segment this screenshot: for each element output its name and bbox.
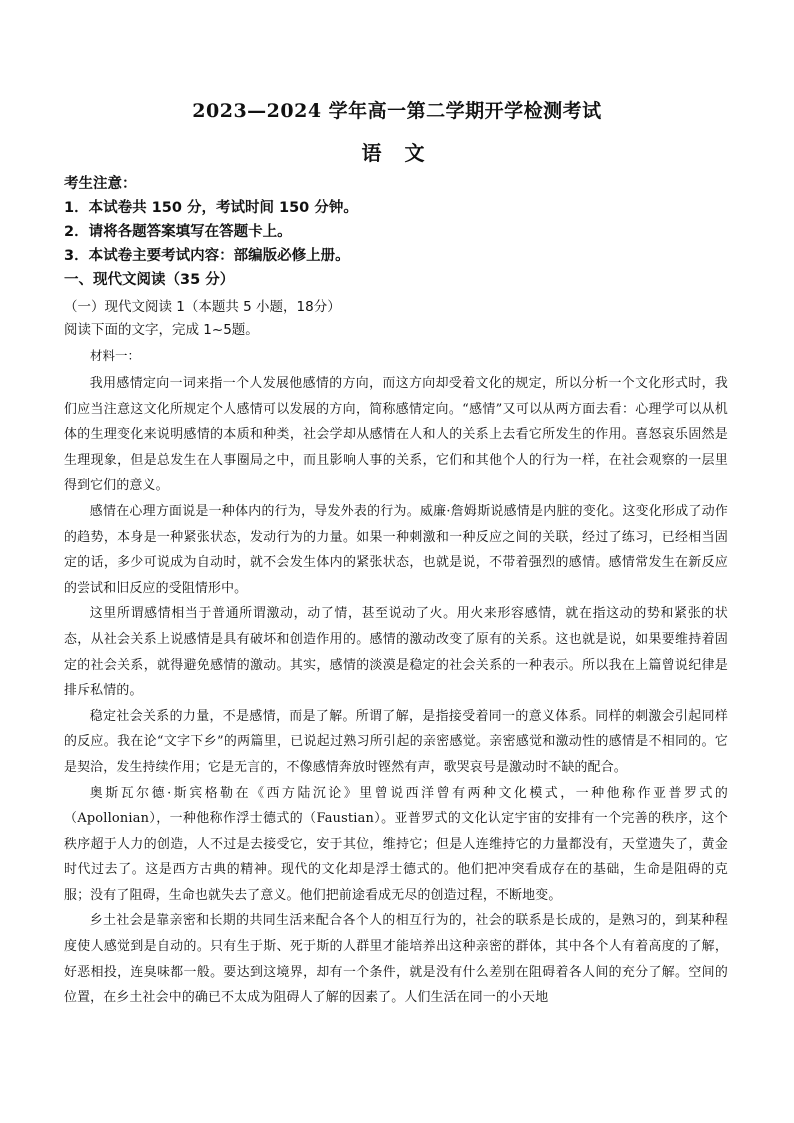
section-title: 一、现代文阅读（35 分） [64,272,235,288]
passage-paragraph: 乡土社会是靠亲密和长期的共同生活来配合各个人的相互行为的，社会的联系是长成的，是熟习的，到某种程度使人感觉到是自动的。只有生于斯、死于斯的人群里才能培养出这种亲密的群体，其中各个人有着高度的了解，好恶相投，连臭味都一般。要达到这境界，却有一个条件，就是没有什么差别在阻碍着各人间的充分了解。空间的位置，在乡土社会中的确已不太成为阻碍人了解的因素了。人们生活在同一的小天地 [64,913,728,1006]
passage-paragraph: 感情在心理方面说是一种体内的行为，导发外表的行为。威廉·詹姆斯说感情是内脏的变化。这变化形成了动作的趋势，本身是一种紧张状态，发动行为的力量。如果一种刺激和一种反应之间的关联，经过了练习，已经相当固定的话，多少可说成为自动时，就不会发生体内的紧张状态，也就是说，不带着强烈的感情。感情常发生在新反应的尝试和旧反应的受阻情形中。 [64,503,728,596]
passage-paragraph: 稳定社会关系的力量，不是感情，而是了解。所谓了解，是指接受着同一的意义体系。同样的刺激会引起同样的反应。我在论“文字下乡”的两篇里，已说起过熟习所引起的亲密感觉。亲密感觉和激动性的感情是不相同的。它是契洽，发生持续作用；它是无言的，不像感情奔放时铿然有声，歌哭哀号是激动时不缺的配合。 [64,708,728,775]
reading-passage [64,371,728,1011]
passage-paragraph: 我用感情定向一词来指一个人发展他感情的方向，而这方向却受着文化的规定，所以分析一个文化形式时，我们应当注意这文化所规定个人感情可以发展的方向，简称感情定向。“感情”又可以从两方面去看：心理学可以从机体的生理变化来说明感情的本质和种类，社会学却从感情在人和人的关系上去看它所发生的作用。喜怒哀乐固然是生理现象，但是总发生在人事圈局之中，而且影响人事的关系，它们和其他个人的行为一样，在社会观察的一层里得到它们的意义。 [64,376,728,494]
notice-item-1: 1．本试卷共 150 分，考试时间 150 分钟。 [64,200,358,216]
reading-instruction: 阅读下面的文字，完成 1~5题。 [64,322,259,338]
passage-paragraph: 奥斯瓦尔德·斯宾格勒在《西方陆沉论》里曾说西洋曾有两种文化模式，一种他称作亚普罗式的（Apollonian），一种他称作浮士德式的（Faustian）。亚普罗式的文化认定宇宙的安排有一个完善的秩序，这个秩序超于人力的创造，人不过是去接受它，安于其位，维持它；但是人连维持它的力量都没有，天堂遗失了，黄金时代过去了。这是西方古典的精神。现代的文化却是浮士德式的。他们把冲突看成存在的基础，生命是阻碍的克服；没有了阻碍，生命也就失去了意义。他们把前途看成无尽的创造过程，不断地变。 [64,785,728,903]
notice-item-2: 2．请将各题答案填写在答题卡上。 [64,224,292,240]
candidate-notice [64,172,744,268]
exam-title: 2023—2024 学年高一第二学期开学检测考试 [192,100,602,122]
subject-title: 语 文 [361,141,433,165]
notice-item-3: 3．本试卷主要考试内容：部编版必修上册。 [64,248,350,264]
material-label: 材料一： [90,348,141,363]
subsection-title: （一）现代文阅读 1（本题共 5 小题，18分） [64,299,341,315]
notice-heading: 考生注意： [64,176,137,192]
passage-paragraph: 这里所谓感情相当于普通所谓激动，动了情，甚至说动了火。用火来形容感情，就在指这动的势和紧张的状态，从社会关系上说感情是具有破坏和创造作用的。感情的激动改变了原有的关系。这也就是说，如果要维持着固定的社会关系，就得避免感情的激动。其实，感情的淡漠是稳定的社会关系的一种表示。所以我在上篇曾说纪律是排斥私情的。 [64,606,728,699]
